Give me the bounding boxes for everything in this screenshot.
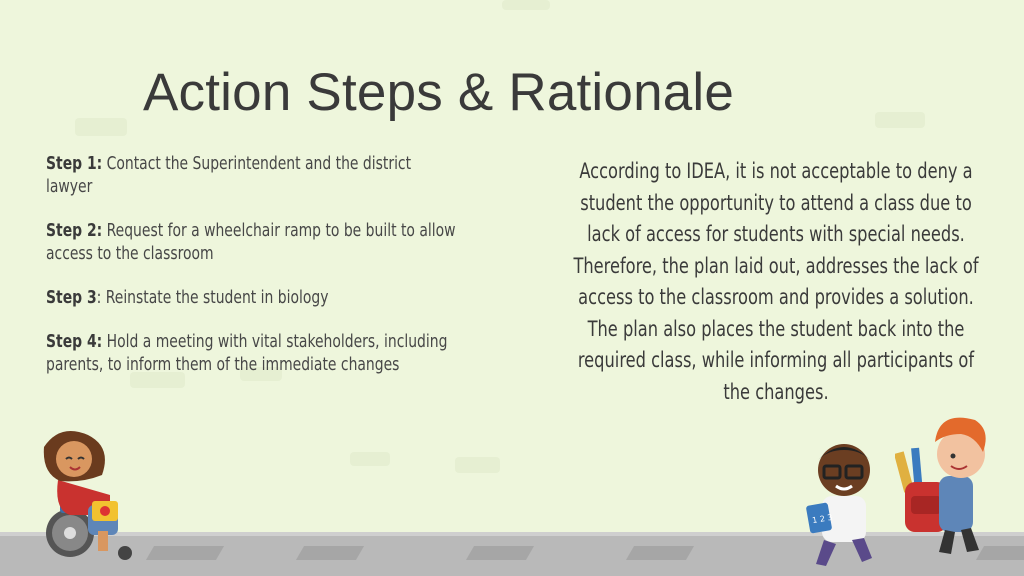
step-text: Request for a wheelchair ramp to be built to allow access to the classroom [46,220,456,264]
sidewalk-tile [626,546,694,560]
boy-with-glasses-illustration [800,440,890,570]
step-item [46,330,459,376]
steps-list [46,152,459,397]
step-text: : Reinstate the student in biology [96,287,329,308]
step-label: Step 2: [46,220,103,241]
background-patch [75,118,127,136]
background-patch [455,457,500,473]
step-label: Step 3 [46,287,97,308]
girl-in-wheelchair-illustration [30,425,150,565]
background-patch [502,0,550,10]
background-patch [875,112,925,128]
sidewalk-tile [466,546,534,560]
background-patch [350,452,390,466]
step-item [46,152,459,198]
rationale-text-block [567,156,985,408]
sidewalk-tile [296,546,364,560]
step-item [46,286,459,309]
step-text: Hold a meeting with vital stakeholders, including parents, to inform them of the immediate changes [46,331,448,375]
svg-text:1 2 3: 1 2 3 [811,512,834,526]
boy-with-backpack-illustration [895,412,1005,562]
step-label: Step 4: [46,331,103,352]
rationale-paragraph: According to IDEA, it is not acceptable to deny a student the opportunity to attend a class due to lack of access for students with special needs. Therefore, the plan laid out, addresses the lack of access to the classroom and provides a solution. The plan also places the student back into the required class, while informing all participants of the changes. [573,159,979,404]
step-item [46,219,459,265]
step-text: Contact the Superintendent and the district lawyer [46,153,412,197]
step-label: Step 1: [46,153,103,174]
sidewalk-tile [146,546,224,560]
slide-title: Action Steps & Rationale [143,63,735,122]
